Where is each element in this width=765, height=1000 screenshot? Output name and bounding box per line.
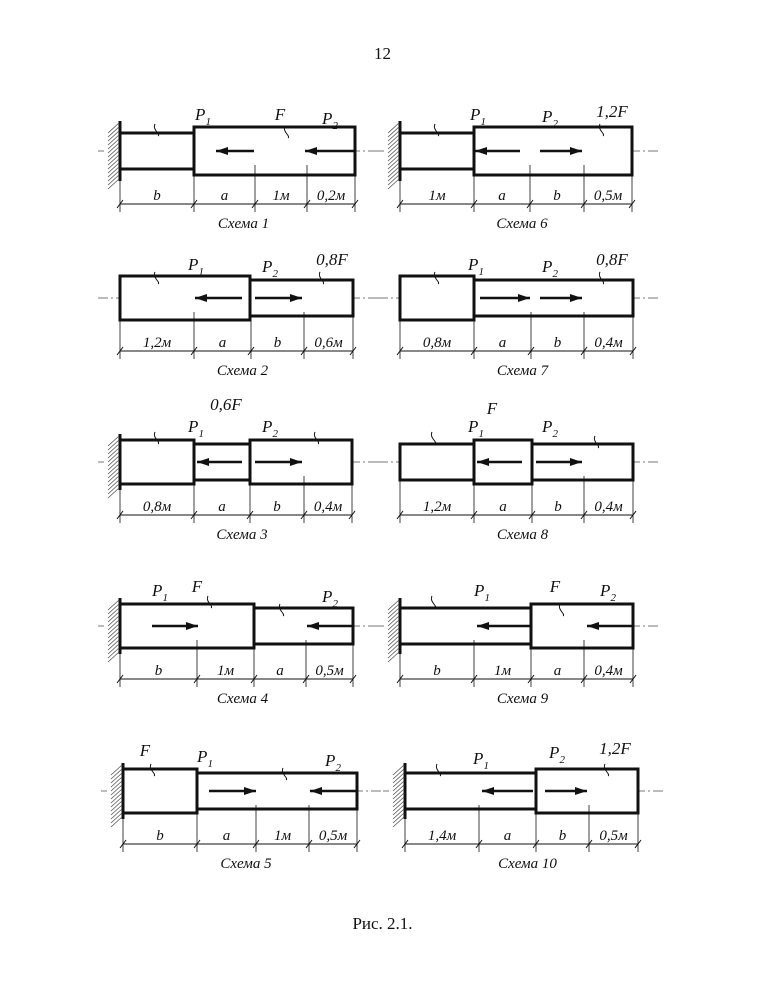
dimension-label: b xyxy=(433,663,441,679)
dimension-label: 0,2м xyxy=(316,188,346,204)
dimension-label: a xyxy=(498,188,506,204)
force-label xyxy=(596,250,628,269)
dimension-label: 0,5м xyxy=(318,828,348,844)
force-label xyxy=(541,417,558,440)
force-subscript: 2 xyxy=(552,118,558,130)
dimension-label: a xyxy=(499,499,507,515)
force-label xyxy=(187,417,204,440)
dimension-label: 1м xyxy=(216,663,235,679)
scheme xyxy=(378,577,661,707)
force-subscript: 1 xyxy=(198,266,204,278)
force-symbol: P xyxy=(197,747,208,766)
scheme xyxy=(383,739,666,872)
force-label xyxy=(274,105,286,124)
scheme-caption: Схема 9 xyxy=(496,691,549,707)
dimension-label: 1,4м xyxy=(427,828,457,844)
force-label xyxy=(194,105,211,128)
dimension-label: b xyxy=(554,499,562,515)
force-subscript: 1 xyxy=(478,266,484,278)
dimension-label: 1,2м xyxy=(422,499,452,515)
bar-segment xyxy=(400,276,474,320)
dimension-label: b xyxy=(154,663,163,679)
force-symbol: P xyxy=(549,743,560,762)
dimension-label: b xyxy=(273,335,282,351)
dimension-label: a xyxy=(222,828,231,844)
force-symbol: F xyxy=(274,105,286,124)
dimension-label: a xyxy=(218,335,227,351)
force-label xyxy=(599,581,616,604)
force-subscript: 2 xyxy=(552,428,558,440)
force-symbol: P xyxy=(262,417,273,436)
force-label xyxy=(139,741,151,760)
force-subscript: 2 xyxy=(335,762,341,774)
scheme xyxy=(98,577,381,707)
dimension-label: 0,5м xyxy=(315,663,344,679)
scheme xyxy=(98,250,381,379)
force-label xyxy=(324,751,341,774)
figure-caption: Рис. 2.1. xyxy=(352,914,413,933)
force-subscript: 2 xyxy=(332,598,338,610)
force-label xyxy=(316,250,348,269)
scheme xyxy=(378,102,660,232)
dimension-label: b xyxy=(553,188,561,204)
force-subscript: 1 xyxy=(198,428,204,440)
force-label xyxy=(210,395,242,414)
leader-line xyxy=(431,596,435,608)
force-symbol: P xyxy=(262,257,273,276)
dimension-label: a xyxy=(276,663,284,679)
force-label xyxy=(596,102,628,121)
scheme xyxy=(378,250,661,379)
dimension-label: a xyxy=(503,828,512,844)
dimension-label: 1,2м xyxy=(142,335,172,351)
force-symbol: P xyxy=(195,105,206,124)
force-label xyxy=(151,581,168,604)
force-label xyxy=(486,399,498,418)
bar-segment xyxy=(120,440,194,484)
force-symbol: P xyxy=(542,257,553,276)
force-label xyxy=(548,743,565,766)
dimension-label: a xyxy=(218,499,226,515)
dimension-label: 1м xyxy=(493,663,512,679)
dimension-label: 0,8м xyxy=(142,499,172,515)
force-symbol: 1,2F xyxy=(596,102,628,121)
force-subscript: 1 xyxy=(207,758,213,770)
force-symbol: 0,8F xyxy=(596,250,628,269)
force-symbol: P xyxy=(188,255,199,274)
force-symbol: 0,8F xyxy=(316,250,348,269)
force-symbol: P xyxy=(468,417,479,436)
page-number: 12 xyxy=(374,44,391,63)
force-symbol: P xyxy=(152,581,163,600)
scheme-caption: Схема 6 xyxy=(496,216,548,232)
force-symbol: P xyxy=(470,105,481,124)
force-symbol: P xyxy=(322,587,333,606)
dimension-label: 1м xyxy=(272,188,290,204)
force-subscript: 2 xyxy=(272,268,278,280)
force-symbol: F xyxy=(191,577,203,596)
dimension-label: 0,4м xyxy=(594,335,623,351)
dimension-label: 0,5м xyxy=(593,188,623,204)
dimension-label: a xyxy=(553,663,562,679)
scheme xyxy=(98,395,380,543)
dimension-label: 0,4м xyxy=(594,663,623,679)
scheme-caption: Схема 5 xyxy=(220,856,272,872)
force-label xyxy=(196,747,213,770)
dimension-label: b xyxy=(273,499,281,515)
force-label xyxy=(473,581,490,604)
scheme xyxy=(378,399,661,543)
scheme xyxy=(98,105,383,232)
dimension-label: 0,8м xyxy=(422,335,452,351)
dimension-label: b xyxy=(156,828,164,844)
dimension-label: 1м xyxy=(428,188,446,204)
force-symbol: F xyxy=(549,577,561,596)
force-subscript: 2 xyxy=(552,268,558,280)
force-subscript: 1 xyxy=(484,592,490,604)
dimension-label: 0,4м xyxy=(594,499,623,515)
force-subscript: 1 xyxy=(483,760,489,772)
scheme-caption: Схема 8 xyxy=(496,527,549,543)
scheme-caption: Схема 4 xyxy=(216,691,269,707)
scheme-caption: Схема 2 xyxy=(216,363,269,379)
bar-segment xyxy=(120,133,194,169)
force-subscript: 2 xyxy=(610,592,616,604)
scheme-caption: Схема 3 xyxy=(216,527,268,543)
force-symbol: P xyxy=(600,581,611,600)
force-subscript: 1 xyxy=(478,428,484,440)
dimension-label: b xyxy=(553,335,562,351)
dimension-label: b xyxy=(153,188,161,204)
force-label xyxy=(472,749,489,772)
force-subscript: 1 xyxy=(480,116,486,128)
force-label xyxy=(599,739,631,758)
force-subscript: 2 xyxy=(272,428,278,440)
scheme-caption: Схема 1 xyxy=(217,216,270,232)
force-symbol: P xyxy=(322,109,333,128)
bar-segment xyxy=(123,769,197,813)
dimension-label: 0,4м xyxy=(313,499,343,515)
force-subscript: 1 xyxy=(162,592,168,604)
bar-segment xyxy=(400,444,474,480)
dimension-label: 1м xyxy=(273,828,292,844)
force-label xyxy=(261,257,278,280)
dimension-label: 0,6м xyxy=(314,335,343,351)
scheme xyxy=(101,741,385,872)
dimension-label: 0,5м xyxy=(599,828,628,844)
force-symbol: P xyxy=(325,751,336,770)
force-symbol: F xyxy=(139,741,151,760)
dimension-label: a xyxy=(498,335,507,351)
force-label xyxy=(549,577,561,596)
force-symbol: P xyxy=(542,417,553,436)
dimension-label: a xyxy=(220,188,229,204)
force-symbol: P xyxy=(188,417,199,436)
force-symbol: P xyxy=(474,581,485,600)
force-symbol: 0,6F xyxy=(210,395,242,414)
scheme-caption: Схема 10 xyxy=(498,856,557,872)
force-label xyxy=(469,105,486,128)
force-symbol: 1,2F xyxy=(599,739,631,758)
force-symbol: F xyxy=(486,399,498,418)
force-symbol: P xyxy=(542,107,553,126)
force-label xyxy=(191,577,203,596)
force-symbol: P xyxy=(473,749,484,768)
dimension-label: b xyxy=(558,828,567,844)
force-label xyxy=(467,417,484,440)
force-symbol: P xyxy=(468,255,479,274)
scheme-caption: Схема 7 xyxy=(496,363,549,379)
force-subscript: 2 xyxy=(559,754,565,766)
bar-segment xyxy=(400,133,474,169)
force-subscript: 2 xyxy=(332,120,338,132)
leader-line xyxy=(431,432,435,444)
force-label xyxy=(261,417,278,440)
force-label xyxy=(541,257,558,280)
force-subscript: 1 xyxy=(205,116,211,128)
